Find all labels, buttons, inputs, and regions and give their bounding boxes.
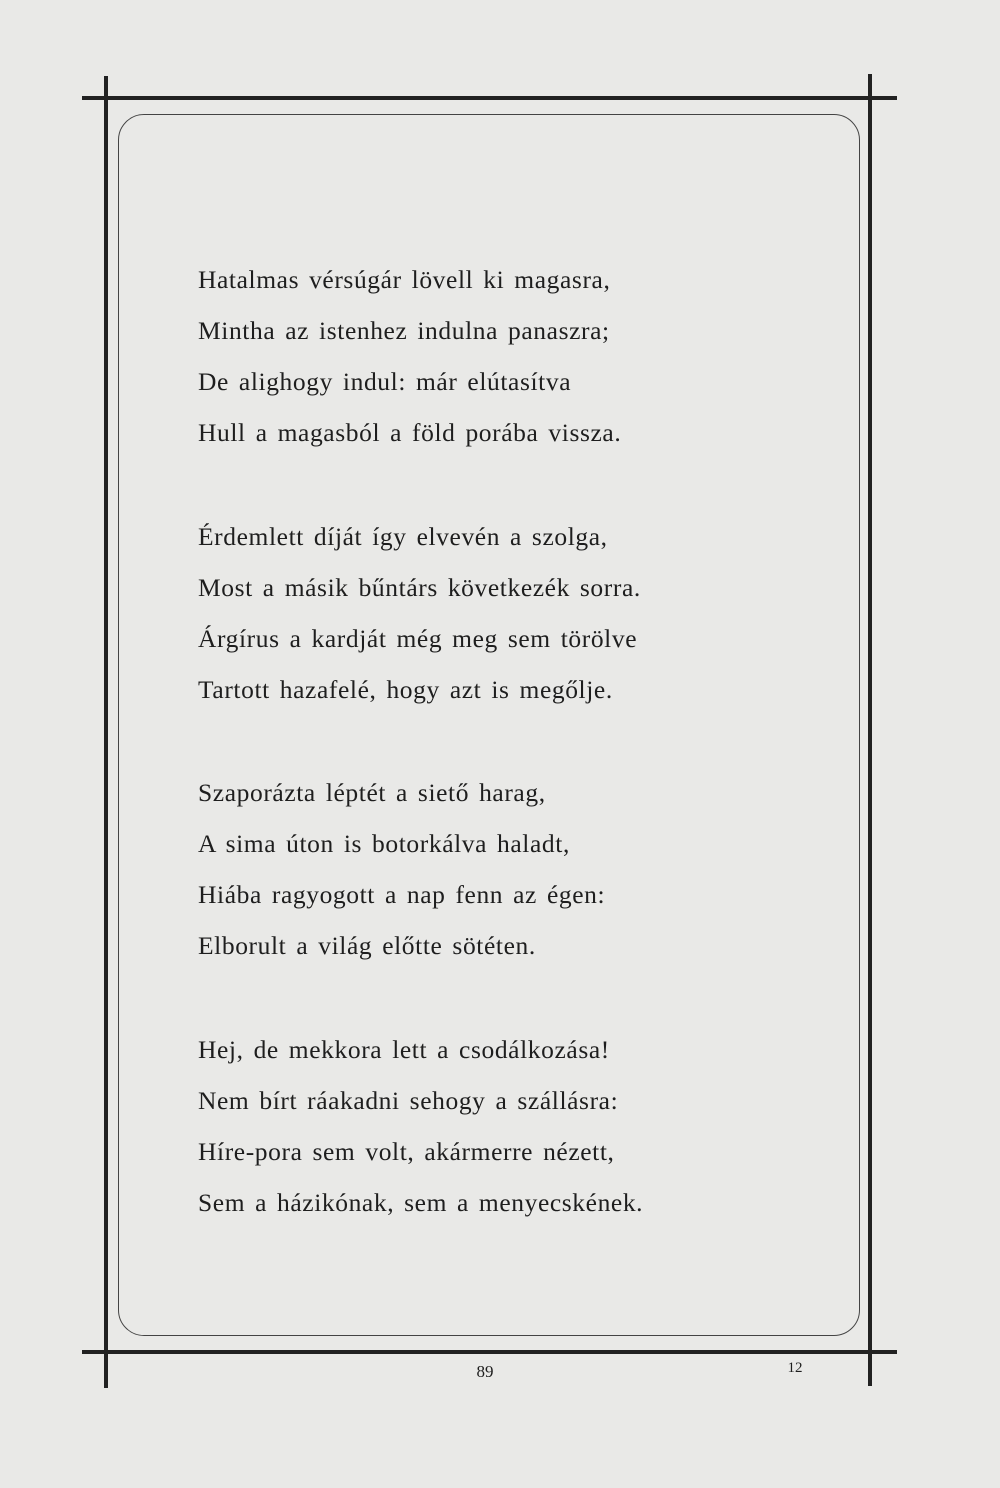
poem-line: Tartott hazafelé, hogy azt is megőlje.: [198, 674, 613, 704]
page-number: 89: [476, 1362, 494, 1381]
poem: [198, 254, 838, 1280]
stanza: [198, 254, 838, 458]
stanza: [198, 1024, 838, 1228]
poem-line: De alighogy indul: már elútasítva: [198, 367, 572, 396]
stanza: [198, 511, 838, 715]
poem-line: Hatalmas vérsúgár lövell ki magasra,: [198, 265, 611, 294]
poem-line: A sima úton is botorkálva haladt,: [198, 829, 570, 858]
poem-line: Sem a házikónak, sem a menyecskének.: [198, 1187, 644, 1217]
poem-line: Most a másik bűntárs következék sorra.: [198, 572, 641, 602]
poem-line: Nem bírt ráakadni sehogy a szállásra:: [198, 1085, 619, 1115]
poem-line: Hiába ragyogott a nap fenn az égen:: [198, 880, 606, 909]
poem-line: Árgírus a kardját még meg sem törölve: [198, 623, 638, 653]
left-border-rule: [104, 76, 108, 1388]
top-border-rule: [82, 96, 897, 100]
poem-line: Mintha az istenhez indulna panaszra;: [198, 316, 610, 345]
poem-line: Hull a magasból a föld porába vissza.: [198, 418, 622, 447]
right-border-rule: [868, 74, 872, 1386]
signature-mark: 12: [787, 1360, 803, 1376]
poem-line: Elborult a világ előtte sötéten.: [198, 931, 536, 960]
stanza: [198, 767, 838, 971]
poem-line: Érdemlett díját így elvevén a szolga,: [198, 521, 608, 551]
poem-line: Híre-pora sem volt, akármerre nézett,: [198, 1136, 615, 1166]
poem-line: Hej, de mekkora lett a csodálkozása!: [198, 1034, 610, 1064]
poem-line: Szaporázta léptét a siető harag,: [198, 778, 546, 807]
bottom-border-rule: [82, 1350, 897, 1354]
